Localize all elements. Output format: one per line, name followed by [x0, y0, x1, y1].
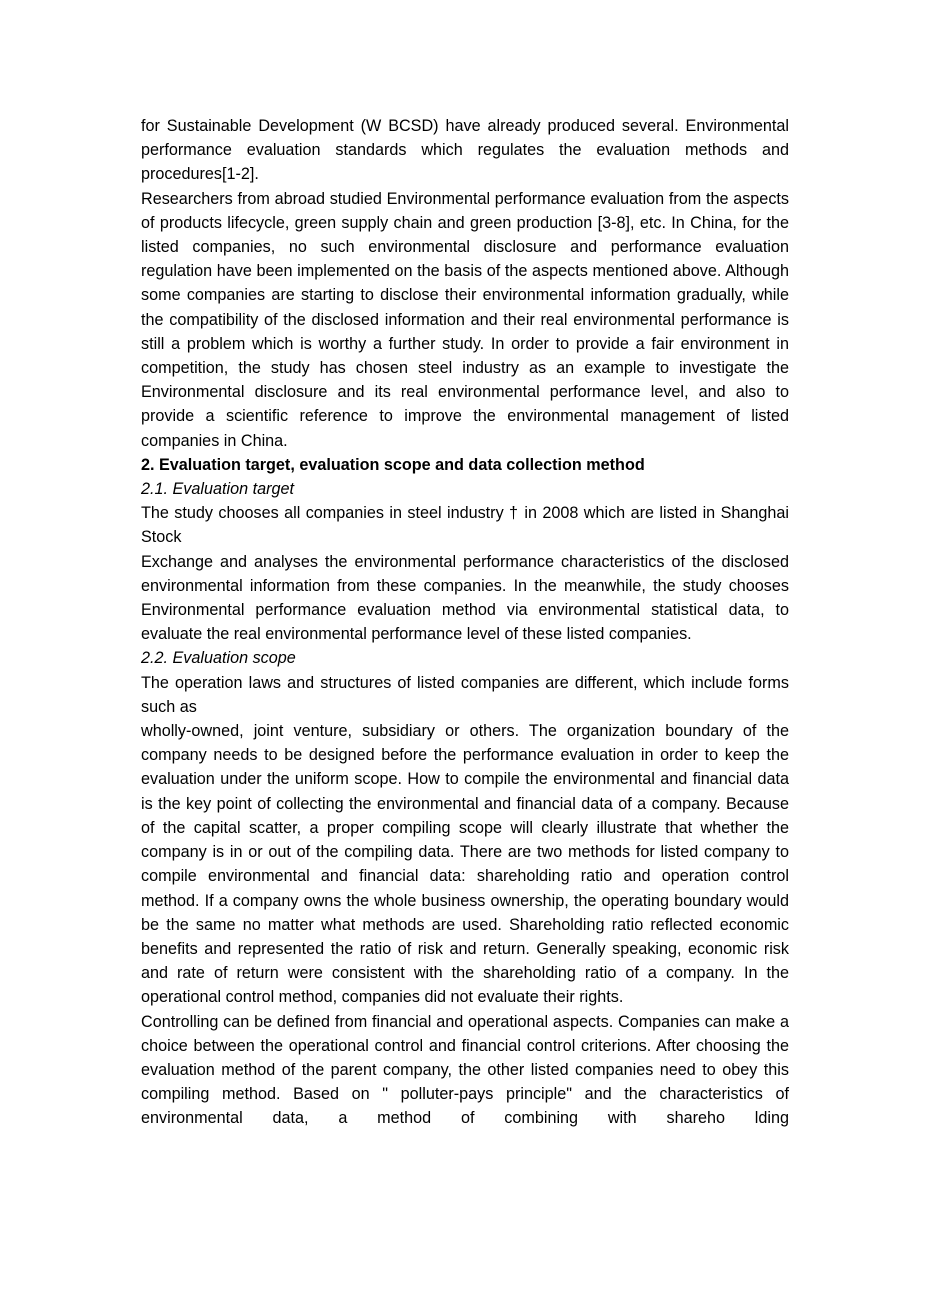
document-page [141, 114, 789, 1131]
paragraph-organization-boundary: wholly-owned, joint venture, subsidiary or others. The organization boundary of the company needs to be designed before the performance evaluation in order to keep the evaluation under the uniform scope. How to compile the environmental and financial data is the key point of collecting the environmental and financial data of a company. Because of the capital scatter, a proper compiling scope will clearly illustrate that whether the company is in or out of the compiling data. There are two methods for listed company to compile environmental and financial data: shareholding ratio and operation control method. If a company owns the whole business ownership, the operating boundary would be the same no matter what methods are used. Shareholding ratio reflected economic benefits and represented the ratio of risk and return. Generally speaking, economic risk and rate of return were consistent with the shareholding ratio of a company. In the operational control method, companies did not evaluate their rights. [141, 722, 789, 1007]
paragraph-operation-laws: The operation laws and structures of listed companies are different, which include forms such as [141, 673, 789, 716]
subsection-heading-2-2: 2.2. Evaluation scope [141, 649, 296, 668]
paragraph-controlling: Controlling can be defined from financial and operational aspects. Companies can make a choice between the operational control and financial control criterions. After choosing the evaluation method of the parent company, the other listed companies need to obey this compiling method. Based on " polluter-pays principle" and the characteristics of environmental data, a method of combining with shareho lding [141, 1012, 789, 1128]
paragraph-exchange-analysis: Exchange and analyses the environmental performance characteristics of the disclosed environmental information from these companies. In the meanwhile, the study chooses Environmental performance evaluation method via environmental statistical data, to evaluate the real environmental performance level of these listed companies. [141, 552, 789, 644]
paragraph-research-background: Researchers from abroad studied Environmental performance evaluation from the aspects of products lifecycle, green supply chain and green production [3-8], etc. In China, for the listed companies, no such environmental disclosure and performance evaluation regulation have been implemented on the basis of the aspects mentioned above. Although some companies are starting to disclose their environmental information gradually, while the compatibility of the disclosed information and their real environmental performance is still a problem which is worthy a further study. In order to provide a fair environment in competition, the study has chosen steel industry as an example to investigate the Environmental disclosure and its real environmental performance level, and also to provide a scientific reference to improve the environmental management of listed companies in China. [141, 189, 789, 450]
section-heading-2: 2. Evaluation target, evaluation scope and data collection method [141, 455, 645, 474]
subsection-heading-2-1: 2.1. Evaluation target [141, 480, 294, 499]
paragraph-study-target: The study chooses all companies in steel industry † in 2008 which are listed in Shanghai Stock [141, 504, 789, 547]
paragraph-wbcsd-standards: for Sustainable Development (W BCSD) have already produced several. Environmental performance evaluation standards which regulates the evaluation methods and procedures[1-2]. [141, 117, 789, 184]
